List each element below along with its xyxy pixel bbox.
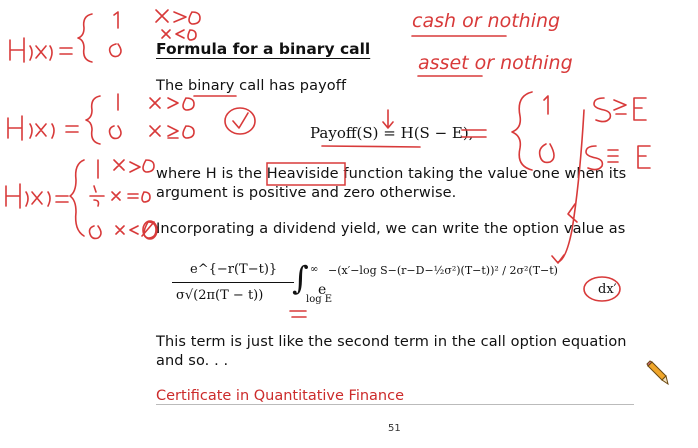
heaviside-definition-line-1: where H is the Heaviside function taking the value one when its	[156, 166, 627, 182]
intro-text: The binary call has payoff	[156, 78, 347, 94]
integral-denominator: σ√(2π(T − t))	[176, 288, 264, 303]
integral-differential: dx′	[598, 282, 617, 297]
conclusion-line-2: and so. . .	[156, 353, 229, 369]
slide-title: Formula for a binary call	[156, 40, 371, 58]
integral-exponent: −(x′−log S−(r−D−½σ²)(T−t))² / 2σ²(T−t)	[328, 264, 558, 277]
note-asset-or-nothing: asset or nothing	[418, 52, 573, 74]
dividend-text: Incorporating a dividend yield, we can write the option value as	[156, 221, 626, 237]
heaviside-definition-line-2: argument is positive and zero otherwise.	[156, 185, 457, 201]
integral-sign: ∫	[292, 259, 309, 297]
integral-upper-limit: ∞	[310, 264, 319, 275]
page-number: 51	[388, 423, 401, 434]
footer-title: Certificate in Quantitative Finance	[156, 388, 405, 404]
conclusion-line-1: This term is just like the second term in the call option equation	[156, 334, 627, 350]
note-cash-or-nothing: cash or nothing	[412, 10, 561, 32]
integral-numerator: e^{−r(T−t)}	[190, 262, 278, 277]
payoff-formula: Payoff(S) = H(S − E),	[310, 124, 474, 142]
pencil-icon[interactable]	[644, 360, 670, 386]
integral-lower-limit: log E	[306, 294, 333, 305]
exp-base: e	[318, 282, 327, 298]
